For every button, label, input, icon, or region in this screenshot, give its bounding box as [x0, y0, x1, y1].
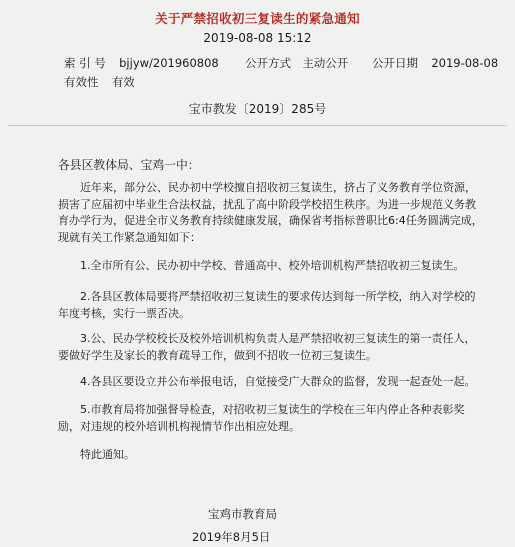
list-item: 1.全市所有公、民办初中学校、普通高中、校外培训机构严禁招收初三复读生。 — [80, 259, 465, 272]
intro-paragraph — [58, 180, 483, 246]
list-item: 4.各县区要设立并公布举报电话，自觉接受广大群众的监督，发现一起查处一起。 — [80, 375, 476, 388]
validity-value: 有效 — [111, 75, 135, 89]
closing: 特此通知。 — [80, 448, 135, 461]
index-value: bjjyw/201960808 — [119, 56, 219, 70]
intro-line: 损害了应届初中毕业生合法权益，扰乱了高中阶段学校招生秩序。为进一步规范义务教 — [58, 197, 476, 211]
validity-field — [64, 74, 135, 90]
intro-line: 现就有关工作紧急通知如下： — [58, 230, 201, 244]
list-item: 5.市教育局将加强督导检查，对招收初三复读生的学校在三年内停止各种表彰奖 励，对违规的校外培训机构视情节作出相应处理。 — [58, 403, 465, 433]
publish-datetime: 2019-08-08 15:12 — [203, 31, 312, 45]
index-field — [64, 55, 219, 71]
salutation: 各县区教体局、宝鸡一中： — [58, 158, 200, 172]
method-value: 主动公开 — [302, 56, 349, 70]
index-label: 索 引 号 — [64, 56, 106, 70]
intro-line: 近年来，部分公、民办初中学校擅自招收初三复读生，挤占了义务教育学位资源， — [80, 181, 476, 194]
notice-title: 关于严禁招收初三复读生的紧急通知 — [155, 11, 360, 26]
list-item: 3.公、民办学校校长及校外培训机构负责人是严禁招收初三复读生的第一责任人， 要做好学生及家长的教育疏导工作，做到不招收一位初三复读生。 — [58, 332, 476, 362]
issuing-org: 宝鸡市教育局 — [208, 507, 277, 521]
date-label: 公开日期 — [372, 56, 418, 70]
validity-label: 有效性 — [64, 75, 99, 89]
method-field — [245, 55, 348, 71]
document-number: 宝市教发〔2019〕285号 — [188, 102, 327, 116]
intro-line: 育办学行为，促进全市义务教育持续健康发展，确保省考指标普职比6:4任务圆满完成， — [58, 214, 483, 227]
sign-date: 2019年8月5日 — [192, 530, 271, 544]
date-value: 2019-08-08 — [431, 56, 499, 70]
divider — [8, 125, 507, 126]
date-field — [372, 55, 498, 71]
list-item: 2.各县区教体局要将严禁招收初三复读生的要求传达到每一所学校，纳入对学校的 年度考核，实行一票否决。 — [58, 290, 476, 320]
method-label: 公开方式 — [245, 56, 291, 70]
